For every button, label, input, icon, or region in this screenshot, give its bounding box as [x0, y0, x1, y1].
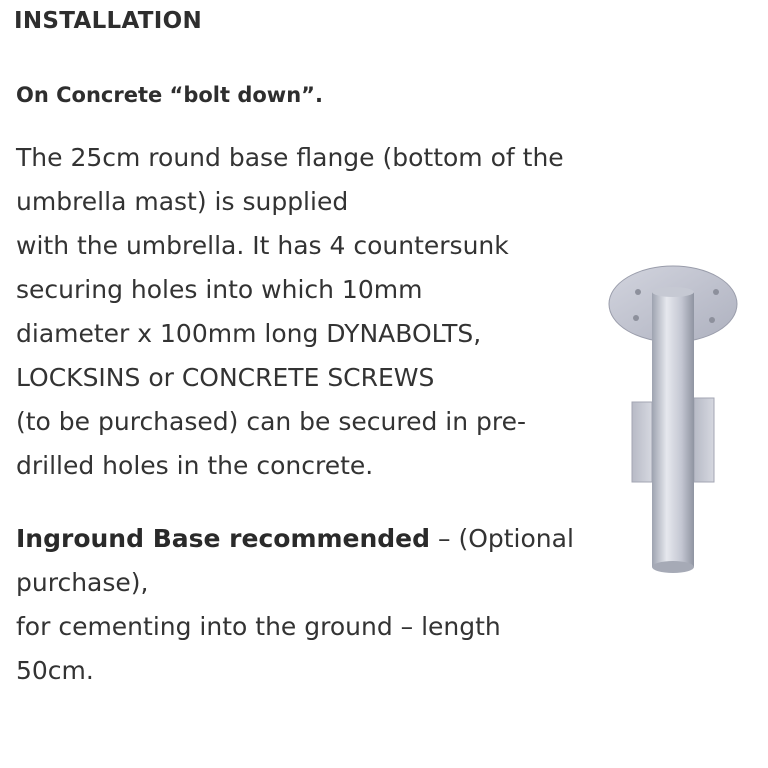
optional-label: – (Optional — [430, 524, 574, 553]
text-line: for cementing into the ground – length — [16, 612, 501, 641]
text-line: 50cm. — [16, 656, 94, 685]
text-line: drilled holes in the concrete. — [16, 451, 374, 480]
text-line: with the umbrella. It has 4 countersunk — [16, 231, 509, 260]
text-line: diameter x 100mm long DYNABOLTS, — [16, 319, 482, 348]
text-line: securing holes into which 10mm — [16, 275, 423, 304]
subheading-concrete: On Concrete “bolt down”. — [16, 83, 323, 107]
text-line: umbrella mast) is supplied — [16, 187, 349, 216]
text-line: The 25cm round base flange (bottom of the — [16, 143, 564, 172]
paragraph-flange-description — [16, 136, 656, 488]
text-line: LOCKSINS or CONCRETE SCREWS — [16, 363, 435, 392]
paragraph-inground-base — [16, 517, 656, 693]
inground-base-bold: Inground Base recommended — [16, 524, 431, 553]
text-line — [16, 517, 602, 561]
section-heading: INSTALLATION — [14, 8, 203, 34]
text-line: (to be purchased) can be secured in pre- — [16, 407, 527, 436]
text-line: purchase), — [16, 568, 149, 597]
umbrella-base-image — [598, 262, 748, 582]
base-flange-illustration — [598, 262, 748, 582]
